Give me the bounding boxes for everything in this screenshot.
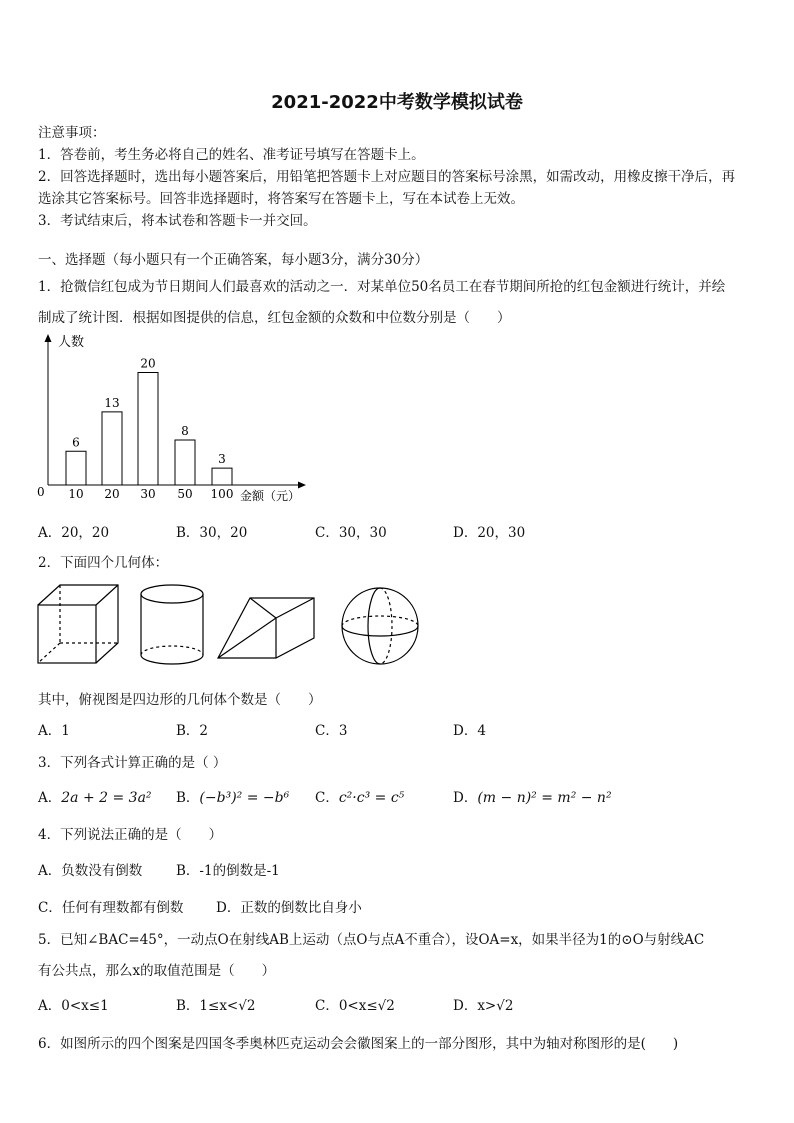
tick-label-50: 50 <box>177 487 193 501</box>
tick-label-30: 30 <box>140 487 156 501</box>
q1-option-c[interactable]: C．30，30 <box>315 525 387 541</box>
q1-stem-line1: 1．抢微信红包成为节日期间人们最喜欢的活动之一．对某单位50名员工在春节期间所抢的红包金额进行统计，并绘 <box>38 279 726 295</box>
q4-option-b[interactable]: B．-1的倒数是-1 <box>176 863 280 879</box>
q1-stem-line2: 制成了统计图．根据如图提供的信息，红包金额的众数和中位数分别是（ ） <box>38 310 511 326</box>
prism-figure <box>218 598 314 658</box>
q3-expr-a: 2a + 2 = 3a² <box>61 790 152 806</box>
q5-option-b[interactable]: B．1≤x<√2 <box>176 998 256 1014</box>
q4-option-d[interactable]: D．正数的倒数比自身小 <box>216 900 362 916</box>
q3-stem: 3．下列各式计算正确的是（ ） <box>38 755 227 771</box>
q5-option-d[interactable]: D．x>√2 <box>453 998 514 1014</box>
q3-expr-d: (m − n)² = m² − n² <box>477 790 612 806</box>
bar-30 <box>138 373 158 486</box>
q1-option-d[interactable]: D．20，30 <box>453 525 526 541</box>
q5-option-c[interactable]: C．0<x≤√2 <box>315 998 395 1014</box>
q2-option-c[interactable]: C．3 <box>315 723 348 739</box>
cube-figure <box>38 585 118 663</box>
q3-option-c[interactable] <box>315 786 404 806</box>
tick-label-10: 10 <box>68 487 84 501</box>
notice-item: 2．回答选择题时，选出每小题答案后，用铅笔把答题卡上对应题目的答案标号涂黑，如需改动，用橡皮擦干净后，再 <box>38 169 736 185</box>
option-label: A． <box>38 790 62 806</box>
data-label-10: 6 <box>72 435 80 450</box>
x-axis-label: 金额（元） <box>240 489 301 503</box>
notice-item: 选涂其它答案标号。回答非选择题时，将答案写在答题卡上，写在本试卷上无效。 <box>38 191 524 207</box>
bar-50 <box>175 440 195 485</box>
bar-20 <box>102 412 122 485</box>
q3-option-d[interactable] <box>453 786 612 806</box>
cylinder-figure <box>141 585 203 664</box>
data-label-50: 8 <box>181 424 189 438</box>
notice-item: 3．考试结束后，将本试卷和答题卡一并交回。 <box>38 213 317 229</box>
q1-option-a[interactable]: A．20，20 <box>38 525 110 541</box>
bar-100 <box>212 468 232 485</box>
q3-expr-c: c²·c³ = c⁵ <box>338 790 405 806</box>
y-axis-arrow <box>45 334 52 342</box>
x-axis-arrow <box>298 482 306 489</box>
q2-option-a[interactable]: A．1 <box>38 723 70 739</box>
q4-stem: 4．下列说法正确的是（ ） <box>38 827 223 843</box>
q3-option-b[interactable] <box>176 786 289 806</box>
q2-solids-figure <box>30 580 430 675</box>
option-label: D． <box>453 790 478 806</box>
data-label-30: 20 <box>140 356 156 371</box>
q4-option-c[interactable]: C．任何有理数都有倒数 <box>38 900 184 916</box>
q1-bar-chart <box>30 330 320 510</box>
q5-stem-line1: 5．已知∠BAC=45°，一动点O在射线AB上运动（点O与点A不重合），设OA=x，如果半径为1的⊙O与射线AC <box>38 932 705 948</box>
notice-heading: 注意事项： <box>38 125 106 141</box>
section-heading: 一、选择题（每小题只有一个正确答案，每小题3分，满分30分） <box>38 252 429 268</box>
q2-stem-line1: 2．下面四个几何体： <box>38 555 169 571</box>
q2-option-d[interactable]: D．4 <box>453 723 486 739</box>
data-label-100: 3 <box>218 452 226 467</box>
q2-stem-line2: 其中，俯视图是四边形的几何体个数是（ ） <box>38 692 322 708</box>
tick-label-100: 100 <box>210 487 234 501</box>
origin-label: 0 <box>37 485 45 499</box>
page-title: 2021-2022中考数学模拟试卷 <box>271 92 523 113</box>
bar-10 <box>66 451 86 485</box>
q1-option-b[interactable]: B．30，20 <box>176 525 248 541</box>
q4-option-a[interactable]: A．负数没有倒数 <box>38 863 143 879</box>
data-label-20: 13 <box>104 395 120 410</box>
q5-stem-line2: 有公共点，那么x的取值范围是（ ） <box>38 963 276 979</box>
q2-option-b[interactable]: B．2 <box>176 723 209 739</box>
option-label: C． <box>315 790 339 806</box>
tick-label-20: 20 <box>104 487 120 501</box>
y-axis-label: 人数 <box>58 335 85 350</box>
q3-expr-b: (−b³)² = −b⁶ <box>199 790 290 806</box>
q3-option-a[interactable] <box>38 786 152 806</box>
option-label: B． <box>176 790 200 806</box>
sphere-figure <box>342 588 418 664</box>
q6-stem: 6．如图所示的四个图案是四国冬季奥林匹克运动会会徽图案上的一部分图形，其中为轴对称图形的是( ) <box>38 1036 679 1052</box>
q5-option-a[interactable]: A．0<x≤1 <box>38 998 109 1014</box>
notice-item: 1．答卷前，考生务必将自己的姓名、准考证号填写在答题卡上。 <box>38 147 425 163</box>
